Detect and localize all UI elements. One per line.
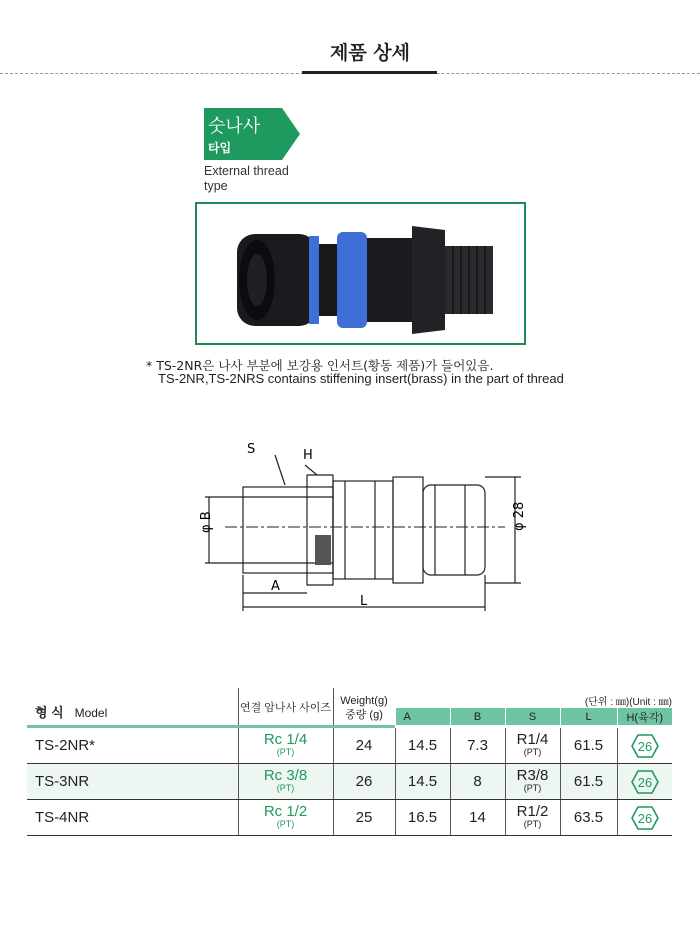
note-english: TS-2NR,TS-2NRS contains stiffening insert(brass) in the part of thread <box>158 371 564 386</box>
weight-cell: 26 <box>333 764 395 800</box>
header-h: H(육각) <box>617 708 672 725</box>
type-english-2: type <box>204 179 228 193</box>
header-model-kr: 형 식 <box>35 705 64 720</box>
model-cell: TS-4NR <box>27 800 238 836</box>
spec-table <box>27 688 672 836</box>
label-d28: φ 28 <box>512 501 527 531</box>
b-cell: 14 <box>450 800 505 836</box>
l-cell: 61.5 <box>560 764 617 800</box>
unit-label: (단위 : ㎜)(Unit : ㎜) <box>584 697 672 708</box>
title-underline <box>302 71 437 74</box>
b-cell: 7.3 <box>450 728 505 764</box>
size-sub: (PT) <box>276 818 295 829</box>
model-cell: TS-2NR* <box>27 728 238 764</box>
weight-cell: 25 <box>333 800 395 836</box>
weight-cell: 24 <box>333 728 395 764</box>
hex-icon <box>631 770 659 794</box>
l-cell: 61.5 <box>560 728 617 764</box>
header-s: S <box>505 708 560 725</box>
header-a: A <box>395 708 450 725</box>
size-sub: (PT) <box>276 746 295 757</box>
s-cell: R3/8 <box>516 766 549 784</box>
table-row <box>27 728 672 764</box>
type-english <box>204 164 289 194</box>
header-weight-kr: 중량 (g) <box>345 709 383 721</box>
s-sub: (PT) <box>523 782 542 793</box>
model-cell: TS-3NR <box>27 764 238 800</box>
table-row <box>27 800 672 836</box>
l-cell: 63.5 <box>560 800 617 836</box>
a-cell: 16.5 <box>395 800 450 836</box>
size-cell: Rc 3/8 <box>263 766 308 784</box>
type-tag-label: 숫나사 <box>208 116 261 137</box>
header-l: L <box>560 708 617 725</box>
label-s: S <box>247 442 256 457</box>
note-korean: * TS-2NR은 나사 부분에 보강용 인서트(황동 제품)가 들어있음. <box>146 358 494 373</box>
s-cell: R1/2 <box>516 802 549 820</box>
hex-icon <box>631 734 659 758</box>
header-b: B <box>450 708 505 725</box>
type-tag-sub: 타입 <box>208 141 232 155</box>
size-sub: (PT) <box>276 782 295 793</box>
s-sub: (PT) <box>523 818 542 829</box>
page-title: 제품 상세 <box>329 42 411 64</box>
s-sub: (PT) <box>523 746 542 757</box>
label-h: H <box>303 448 313 463</box>
label-b: φ B <box>199 511 214 533</box>
type-english-1: External thread <box>204 164 289 178</box>
a-cell: 14.5 <box>395 728 450 764</box>
h-cell: 26 <box>637 774 652 790</box>
header-size: 연결 암나사 사이즈 <box>238 688 333 725</box>
header-weight-en: Weight(g) <box>340 695 388 707</box>
size-cell: Rc 1/2 <box>263 802 308 820</box>
a-cell: 14.5 <box>395 764 450 800</box>
label-a: A <box>271 579 280 594</box>
h-cell: 26 <box>637 738 652 754</box>
s-cell: R1/4 <box>516 730 549 748</box>
b-cell: 8 <box>450 764 505 800</box>
hex-icon <box>631 806 659 830</box>
table-row <box>27 764 672 800</box>
technical-drawing <box>185 435 535 620</box>
product-photo <box>195 202 526 345</box>
size-cell: Rc 1/4 <box>263 730 308 748</box>
h-cell: 26 <box>637 810 652 826</box>
label-l: L <box>360 594 368 609</box>
header-model-en: Model <box>74 706 108 720</box>
